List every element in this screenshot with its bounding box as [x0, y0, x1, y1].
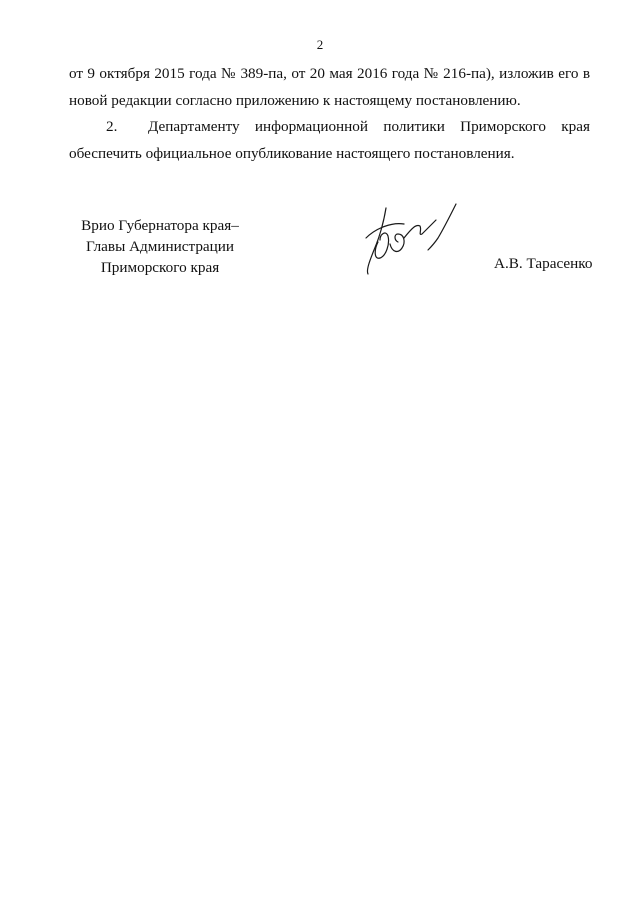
signer-title	[70, 215, 250, 278]
signer-title-line: Приморского края	[100, 259, 220, 276]
signer-title-line: Врио Губернатора края–	[81, 217, 239, 234]
signer-name: А.В. Тарасенко	[494, 255, 593, 272]
handwritten-signature	[358, 198, 468, 276]
page-number: 2	[316, 37, 324, 52]
paragraph-1: от 9 октября 2015 года № 389-па, от 20 мая 2016 года № 216-па), изложив его в новой редакции согласно приложению к настоящему постановлению.	[69, 65, 590, 109]
paragraph-2: 2. Департаменту информационной политики Приморского края обеспечить официальное опубликование настоящего постановления.	[69, 118, 590, 162]
signer-title-line: Главы Администрации	[85, 238, 235, 255]
